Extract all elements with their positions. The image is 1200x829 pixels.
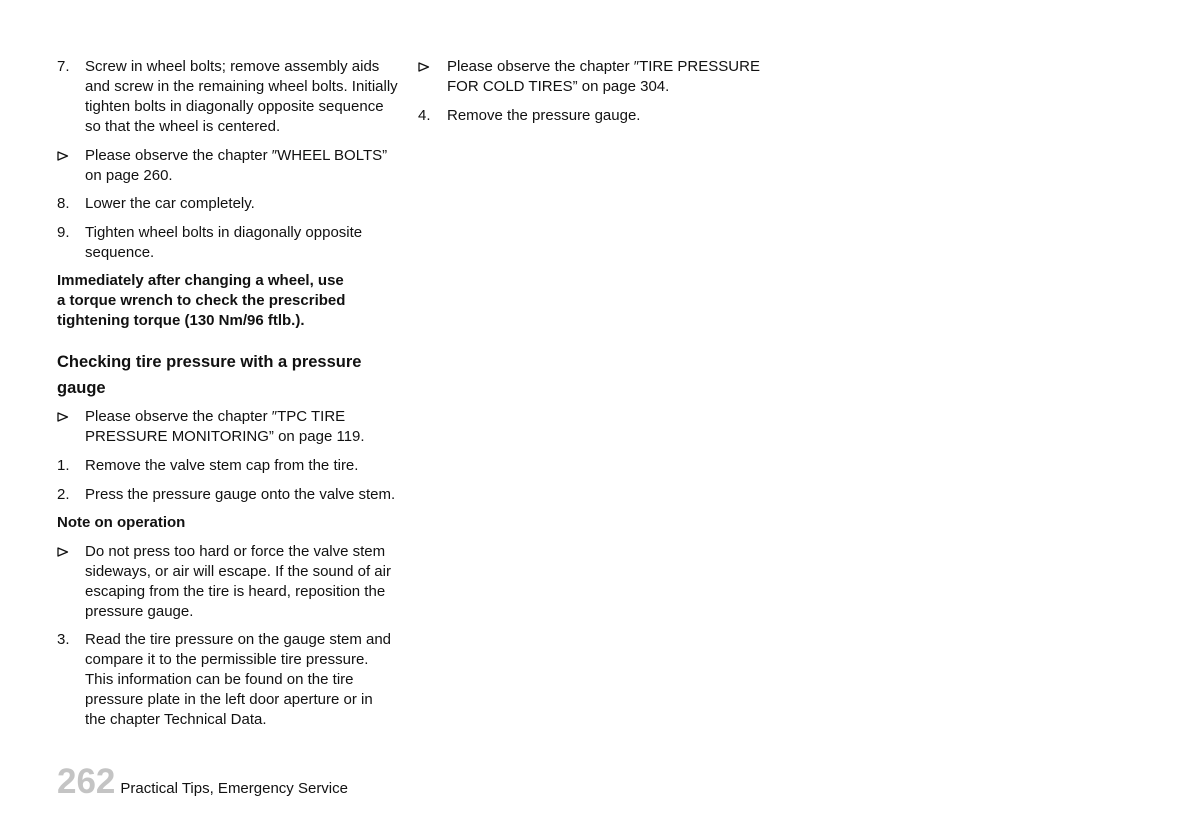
- step-number: 4.: [418, 106, 431, 124]
- subheading: Note on operation: [57, 514, 186, 532]
- step-1: [57, 456, 402, 476]
- page-number: 262: [57, 762, 116, 801]
- right-column: [418, 57, 778, 134]
- step-number: 8.: [57, 195, 70, 213]
- note-cold-tires: [418, 57, 778, 97]
- triangle-bullet-icon: [418, 57, 447, 77]
- left-column: [57, 57, 402, 739]
- triangle-bullet-icon: [57, 146, 85, 166]
- triangle-bullet-icon: [57, 542, 85, 562]
- step-2: [57, 485, 402, 505]
- torque-warning: Immediately after changing a wheel, use a torque wrench to check the prescribed tightening torque (130 Nm/96 ftlb.).: [57, 272, 346, 330]
- step-8: [57, 194, 402, 214]
- step-number: 2.: [57, 485, 70, 503]
- note-text: Please observe the chapter ″TPC TIRE PRESSURE MONITORING” on page 119.: [85, 408, 365, 446]
- step-text: Lower the car completely.: [85, 195, 255, 213]
- step-7: [57, 57, 402, 137]
- note-text: Please observe the chapter ″TIRE PRESSURE FOR COLD TIRES” on page 304.: [447, 58, 760, 95]
- step-text: Screw in wheel bolts; remove assembly aids and screw in the remaining wheel bolts. Initially tighten bolts in diagonally opposite sequence so that the wheel is centered.: [85, 58, 398, 135]
- step-number: 1.: [57, 456, 70, 474]
- step-text: Press the pressure gauge onto the valve stem.: [85, 485, 396, 503]
- step-9: [57, 223, 402, 263]
- step-text: Read the tire pressure on the gauge stem and compare it to the permissible tire pressure. This information can be found on the tire pressure plate in the left door aperture or in the chapter Technical Data.: [85, 631, 392, 729]
- page-footer: [57, 762, 348, 802]
- section-title: Practical Tips, Emergency Service: [120, 780, 348, 797]
- step-number: 7.: [57, 58, 70, 75]
- note-text: Please observe the chapter ″WHEEL BOLTS” on page 260.: [85, 146, 388, 184]
- note-wheel-bolts: [57, 146, 402, 186]
- step-text: Remove the pressure gauge.: [447, 106, 641, 124]
- step-4: [418, 106, 778, 126]
- step-text: Remove the valve stem cap from the tire.: [85, 456, 359, 474]
- note-text: Do not press too hard or force the valve stem sideways, or air will escape. If the sound of air escaping from the tire is heard, reposition the pressure gauge.: [85, 542, 391, 620]
- step-number: 9.: [57, 223, 70, 241]
- note-tpc: [57, 407, 402, 447]
- step-text: Tighten wheel bolts in diagonally opposite sequence.: [85, 223, 363, 261]
- step-3: [57, 630, 402, 730]
- section-heading: Checking tire pressure with a pressure gauge: [57, 353, 362, 398]
- note-operation: [57, 542, 402, 622]
- triangle-bullet-icon: [57, 407, 85, 427]
- step-number: 3.: [57, 631, 70, 649]
